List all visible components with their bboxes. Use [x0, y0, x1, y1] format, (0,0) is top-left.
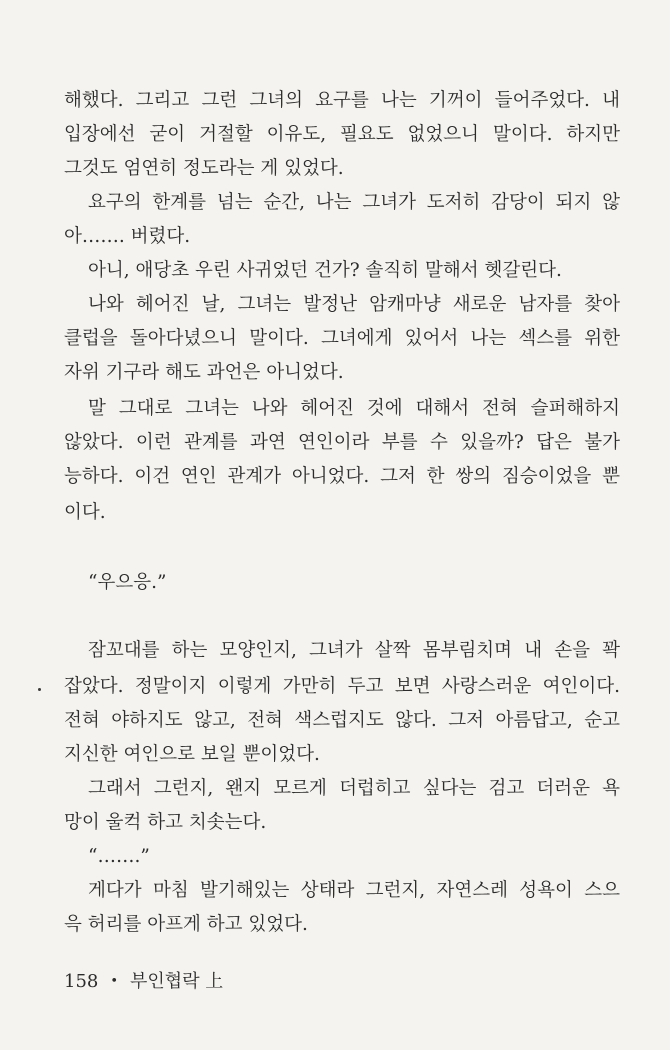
text-line: 잠꼬대를 하는 모양인지, 그녀가 살짝 몸부림치며 내 손을 꽉	[88, 640, 620, 661]
text-line: 망이 울컥 하고 치솟는다.	[64, 812, 267, 833]
text-line: 게다가 마침 발기해있는 상태라 그런지, 자연스레 성욕이 스으	[88, 880, 620, 901]
print-speck	[38, 688, 41, 691]
dialogue-line: “우으응.”	[88, 572, 167, 593]
text-line: 그것도 엄연히 정도라는 게 있었다.	[64, 158, 344, 179]
text-line: 아……. 버렸다.	[64, 226, 191, 247]
page-footer	[64, 968, 223, 996]
text-line: 능하다. 이건 연인 관계가 아니었다. 그저 한 쌍의 짐승이었을 뿐	[64, 466, 620, 487]
dialogue-line: “…….”	[88, 846, 150, 867]
text-line: 말 그대로 그녀는 나와 헤어진 것에 대해서 전혀 슬퍼해하지	[88, 398, 620, 419]
footer-separator: •	[110, 974, 119, 989]
text-line: 요구의 한계를 넘는 순간, 나는 그녀가 도저히 감당이 되지 않	[88, 192, 620, 213]
text-line: 이다.	[64, 502, 106, 523]
text-line: 입장에선 굳이 거절할 이유도, 필요도 없었으니 말이다. 하지만	[64, 124, 620, 145]
text-line: 지신한 여인으로 보일 뿐이었다.	[64, 744, 320, 765]
text-line: 나와 헤어진 날, 그녀는 발정난 암캐마냥 새로운 남자를 찾아	[88, 294, 620, 315]
text-line: 아니, 애당초 우린 사귀었던 건가? 솔직히 말해서 헷갈린다.	[88, 260, 562, 281]
text-line: 전혀 야하지도 않고, 전혀 색스럽지도 않다. 그저 아름답고, 순고	[64, 710, 620, 731]
book-title: 부인협락 上	[130, 971, 224, 992]
text-line: 클럽을 돌아다녔으니 말이다. 그녀에게 있어서 나는 섹스를 위한	[64, 328, 620, 349]
text-line: 자위 기구라 해도 과언은 아니었다.	[64, 362, 344, 383]
text-line: 해했다. 그리고 그런 그녀의 요구를 나는 기꺼이 들어주었다. 내	[64, 90, 620, 111]
page-number: 158	[64, 971, 99, 992]
text-line: 잡았다. 정말이지 이렇게 가만히 두고 보면 사랑스러운 여인이다.	[64, 676, 620, 697]
text-line: 윽 허리를 아프게 하고 있었다.	[64, 914, 308, 935]
text-line: 않았다. 이런 관계를 과연 연인이라 부를 수 있을까? 답은 불가	[64, 432, 620, 453]
text-line: 그래서 그런지, 왠지 모르게 더럽히고 싶다는 검고 더러운 욕	[88, 778, 620, 799]
